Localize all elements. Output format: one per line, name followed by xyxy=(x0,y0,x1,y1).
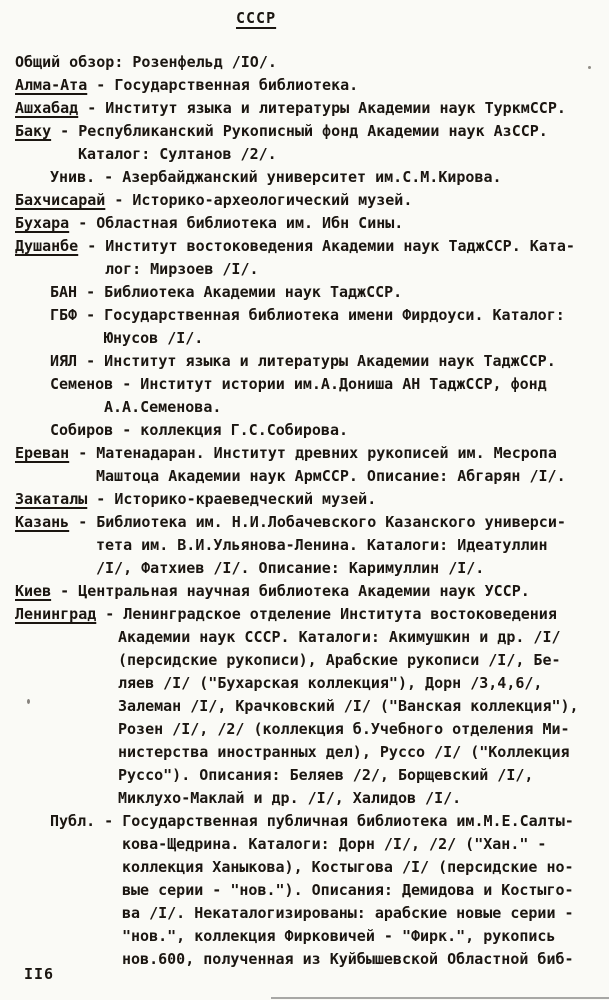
city-name: Баку xyxy=(15,122,52,140)
line-text: - Областная библиотека им. Ибн Сины. xyxy=(69,214,404,232)
line-text: - Институт языка и литературы Академии наук ТуркмССР. xyxy=(78,99,566,117)
text-line xyxy=(15,51,609,74)
line-text: - Историко-археологический музей. xyxy=(105,191,413,209)
text-line xyxy=(50,304,609,327)
line-text: - Институт востоковедения Академии наук ТаджССР. Ката- xyxy=(78,237,575,255)
text-line xyxy=(118,787,609,810)
text-line xyxy=(15,580,609,603)
line-text: коллекция Ханыкова), Костыгова /I/ (персидские но- xyxy=(122,858,574,876)
text-line xyxy=(50,350,609,373)
text-line xyxy=(122,902,609,925)
line-text: лог: Мирзоев /I/. xyxy=(105,260,259,278)
city-name: Душанбе xyxy=(15,237,79,255)
text-line xyxy=(15,511,609,534)
text-line xyxy=(50,281,609,304)
city-name: Ереван xyxy=(15,444,70,462)
line-text: ГБФ - Государственная библиотека имени Фирдоуси. Каталог: xyxy=(50,306,565,324)
line-text: нов.600, полученная из Куйбышевской Областной биб- xyxy=(122,950,574,968)
line-text: Маштоца Академии наук АрмССР. Описание: Абгарян /I/. xyxy=(96,467,566,485)
line-text: Миклухо-Маклай и др. /I/, Халидов /I/. xyxy=(118,789,462,807)
line-text: - Ленинградское отделение Института востоковедения xyxy=(96,605,557,623)
text-line xyxy=(118,672,609,695)
text-line xyxy=(15,97,609,120)
city-name: Бахчисарай xyxy=(15,191,106,209)
line-text: нистерства иностранных дел), Руссо /I/ ("Коллекция xyxy=(118,743,570,761)
text-line xyxy=(15,442,609,465)
text-line xyxy=(78,143,609,166)
line-text: Общий обзор: Розенфельд /IO/. xyxy=(15,53,277,71)
text-line xyxy=(15,189,609,212)
text-line xyxy=(118,764,609,787)
text-line xyxy=(118,695,609,718)
text-line xyxy=(15,488,609,511)
scan-edge-line xyxy=(271,997,609,999)
line-text: Академии наук СССР. Каталоги: Акимушкин и др. /I/ xyxy=(118,628,561,646)
text-line xyxy=(122,856,609,879)
line-text: Залеман /I/, Крачковский /I/ ("Ванская коллекция"), xyxy=(118,697,579,715)
line-text: тета им. В.И.Ульянова-Ленина. Каталоги: Идеатуллин xyxy=(96,536,548,554)
city-name: Казань xyxy=(15,513,70,531)
text-line xyxy=(118,626,609,649)
text-line xyxy=(118,718,609,741)
line-text: (персидские рукописи), Арабские рукописи /I/, Бе- xyxy=(118,651,561,669)
text-line xyxy=(96,557,609,580)
city-name: Закаталы xyxy=(15,490,88,508)
line-text: - Государственная библиотека. xyxy=(87,76,359,94)
line-text: Каталог: Султанов /2/. xyxy=(78,145,277,163)
line-text: - Библиотека им. Н.И.Лобачевского Казанского универси- xyxy=(69,513,566,531)
line-text: - Республиканский Рукописный фонд Академии наук АзССР. xyxy=(51,122,548,140)
text-line xyxy=(118,741,609,764)
city-name: Алма-Ата xyxy=(15,76,88,94)
page-title: СССР xyxy=(236,9,277,27)
scan-speck xyxy=(27,699,30,704)
line-text: - Историко-краеведческий музей. xyxy=(87,490,377,508)
line-text: Унив. - Азербайджанский университет им.С.М.Кирова. xyxy=(50,168,502,186)
text-line xyxy=(50,810,609,833)
scan-speck xyxy=(588,66,591,69)
line-text: Семенов - Институт истории им.А.Дониша АН ТаджССР, фонд xyxy=(50,375,547,393)
text-line xyxy=(96,534,609,557)
text-line xyxy=(104,396,609,419)
text-line xyxy=(122,925,609,948)
city-name: Бухара xyxy=(15,214,70,232)
text-line xyxy=(96,465,609,488)
line-text: /I/, Фатхиев /I/. Описание: Каримуллин /I/. xyxy=(96,559,485,577)
page-number: II6 xyxy=(24,965,55,983)
line-text: вые серии - "нов."). Описания: Демидова и Костыго- xyxy=(122,881,574,899)
text-line xyxy=(104,327,609,350)
text-body xyxy=(0,51,609,971)
text-line xyxy=(122,948,609,971)
text-line xyxy=(15,235,609,258)
line-text: ва /I/. Некаталогизированы: арабские новые серии - xyxy=(122,904,574,922)
text-line xyxy=(122,879,609,902)
text-line xyxy=(15,120,609,143)
text-line xyxy=(50,166,609,189)
line-text: "нов.", коллекция Фирковичей - "Фирк.", рукопись xyxy=(122,927,556,945)
line-text: Публ. - Государственная публичная библиотека им.М.Е.Салты- xyxy=(50,812,574,830)
line-text: - Матенадаран. Институт древних рукописей им. Месропа xyxy=(69,444,557,462)
text-line xyxy=(15,74,609,97)
line-text: Розен /I/, /2/ (коллекция б.Учебного отделения Ми- xyxy=(118,720,570,738)
text-line xyxy=(15,212,609,235)
line-text: ляев /I/ ("Бухарская коллекция"), Дорн /3,4,6/, xyxy=(118,674,543,692)
line-text: - Центральная научная библиотека Академии наук УССР. xyxy=(51,582,530,600)
text-line xyxy=(50,419,609,442)
line-text: Собиров - коллекция Г.С.Собирова. xyxy=(50,421,349,439)
line-text: БАН - Библиотека Академии наук ТаджССР. xyxy=(50,283,403,301)
line-text: кова-Щедрина. Каталоги: Дорн /I/, /2/ ("Хан." - xyxy=(122,835,547,853)
text-line xyxy=(105,258,609,281)
city-name: Ленинград xyxy=(15,605,97,623)
line-text: Юнусов /I/. xyxy=(104,329,204,347)
city-name: Ашхабад xyxy=(15,99,79,117)
line-text: А.А.Семенова. xyxy=(104,398,222,416)
text-line xyxy=(15,603,609,626)
city-name: Киев xyxy=(15,582,52,600)
text-line xyxy=(118,649,609,672)
line-text: Руссо"). Описания: Беляев /2/, Борщевский /I/, xyxy=(118,766,534,784)
text-line xyxy=(122,833,609,856)
line-text: ИЯЛ - Институт языка и литературы Академии наук ТаджССР. xyxy=(50,352,556,370)
text-line xyxy=(50,373,609,396)
